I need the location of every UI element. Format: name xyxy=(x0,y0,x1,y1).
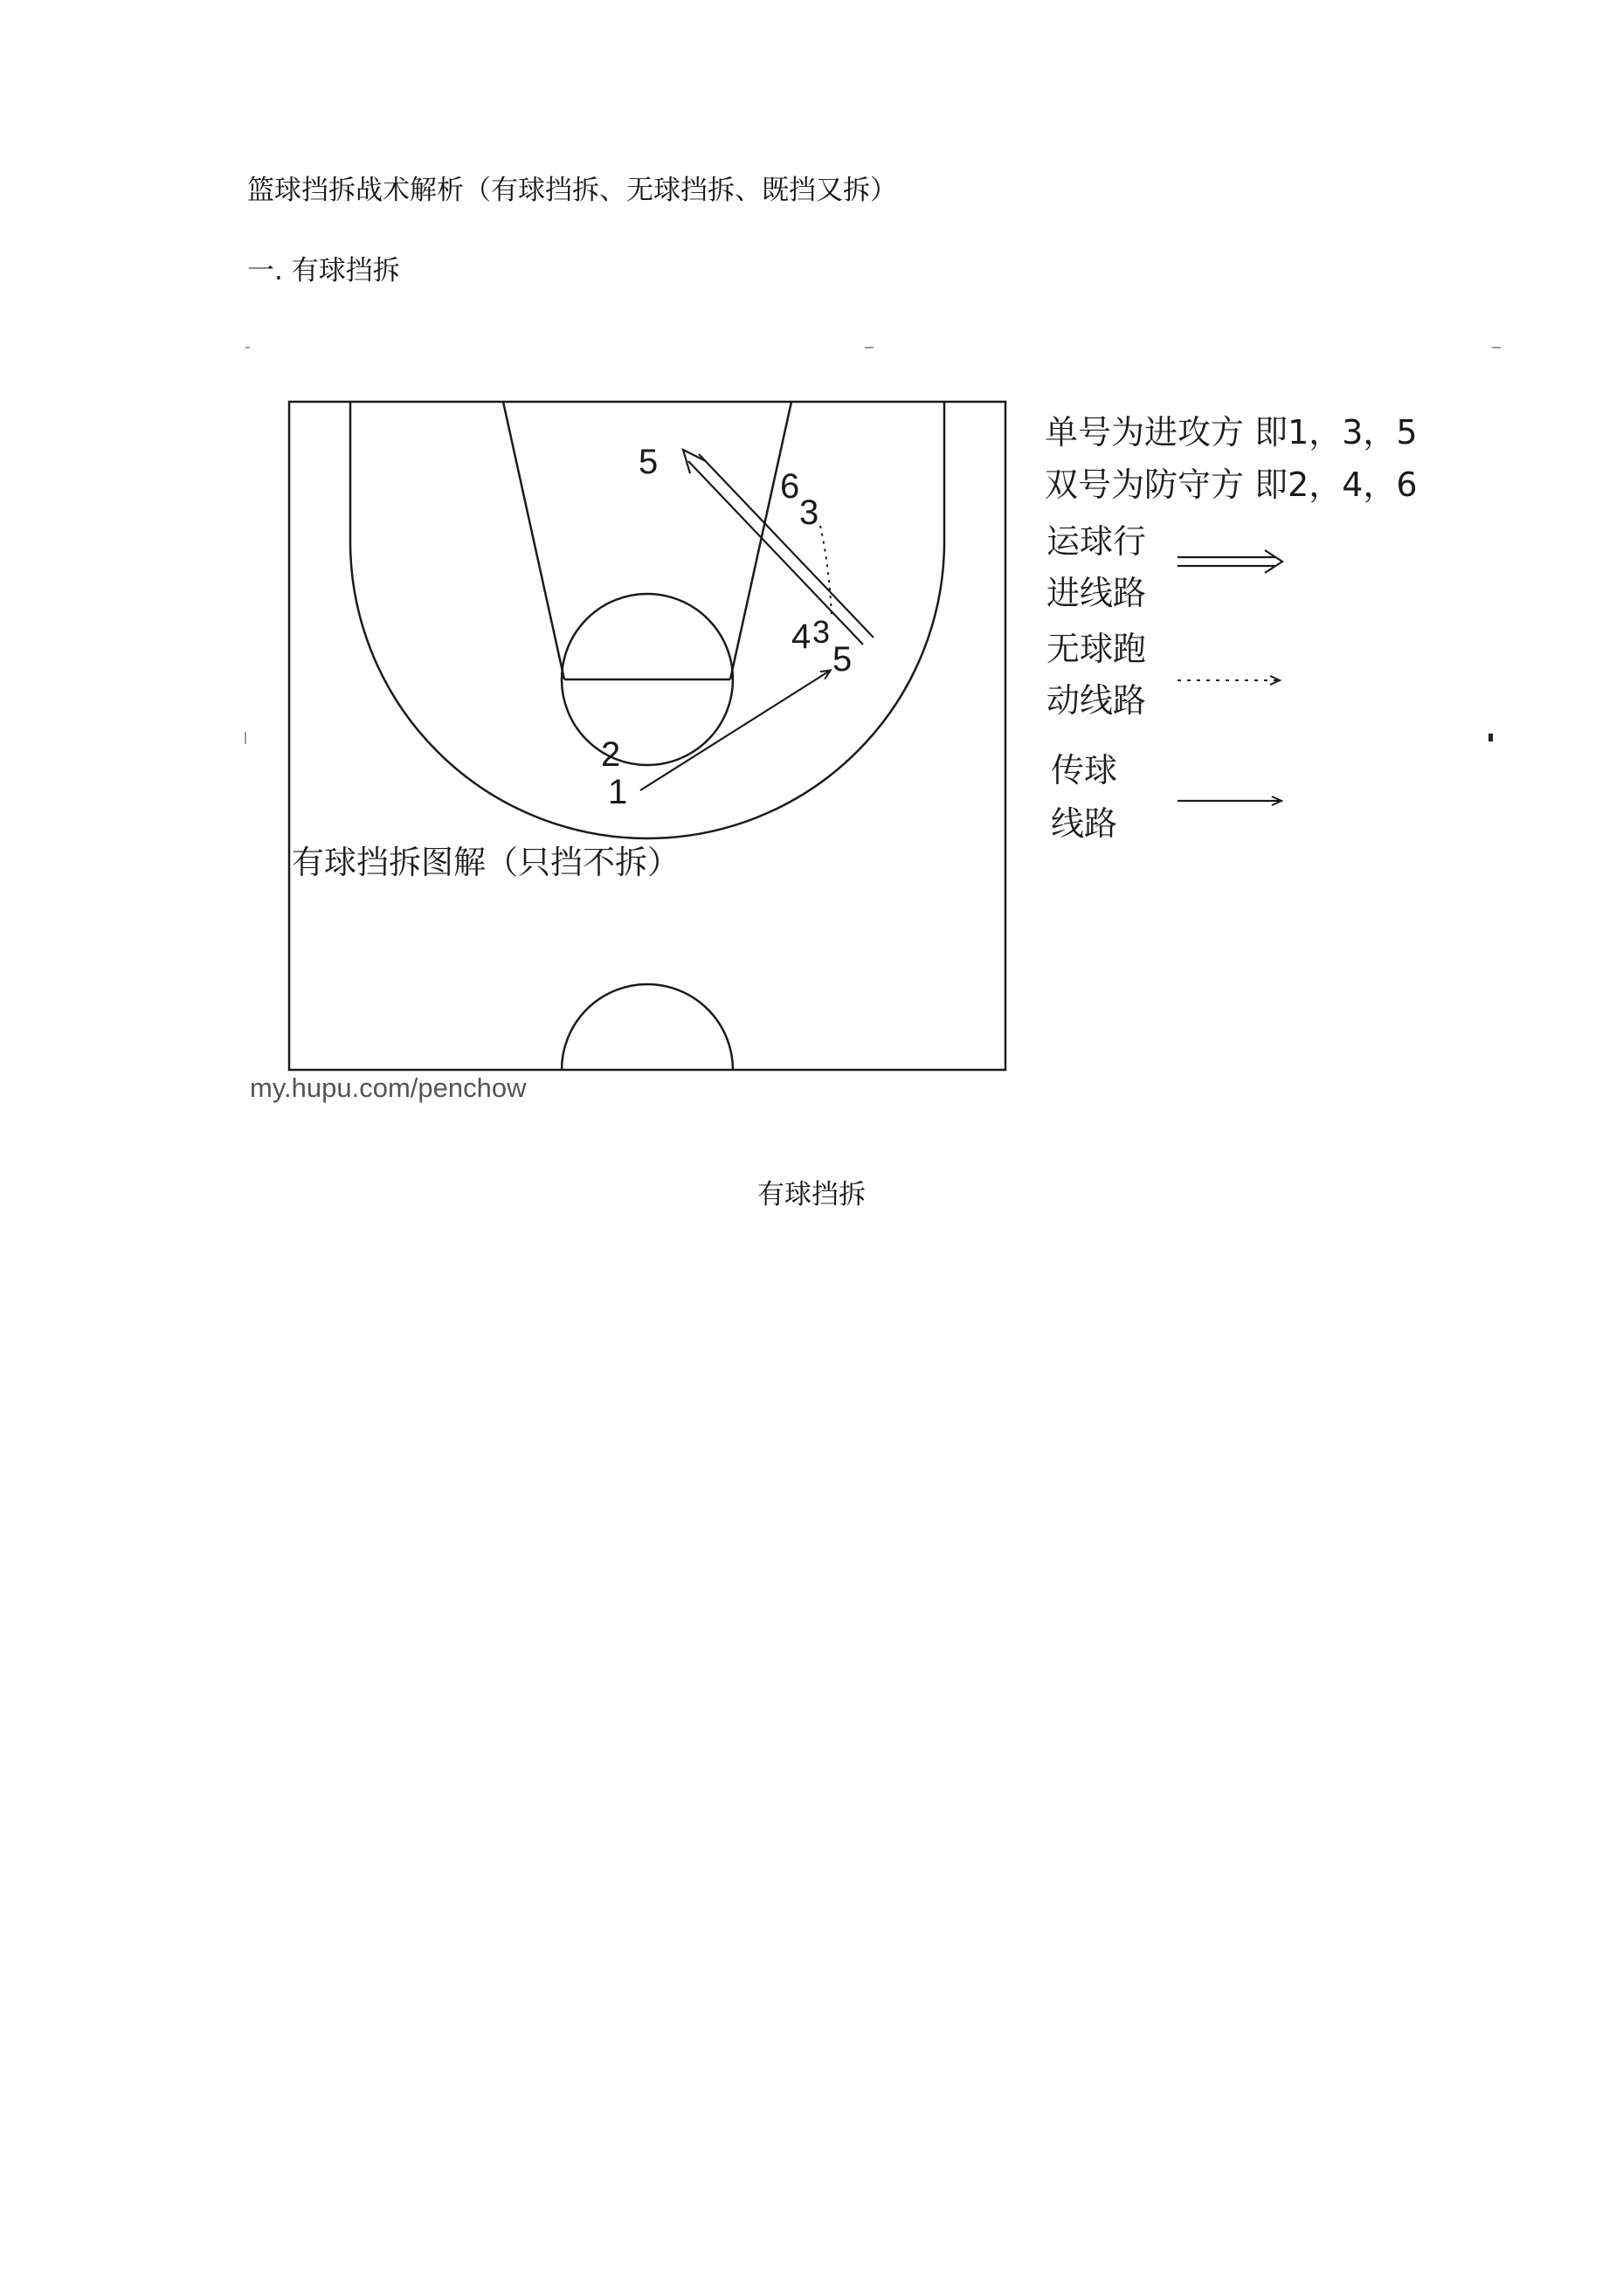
legend-dribble-line2: 进线路 xyxy=(1046,574,1147,612)
court-caption: 有球挡拆图解（只挡不拆） xyxy=(292,844,680,881)
court-lines xyxy=(289,402,1005,1070)
dribble-route xyxy=(683,450,874,645)
center-circle xyxy=(562,984,733,1070)
legend-pass-line1: 传球 xyxy=(1051,751,1118,789)
section-heading: 一. 有球挡拆 xyxy=(247,255,400,286)
legend-dribble-line1: 运球行 xyxy=(1046,522,1147,561)
player-5-low-label: 5 xyxy=(832,640,853,679)
legend-pass-line2: 线路 xyxy=(1051,804,1118,843)
player-1-label: 1 xyxy=(608,773,628,811)
court-boundary xyxy=(289,402,1005,1070)
player-6-label: 6 xyxy=(780,467,800,506)
document-title: 篮球挡拆战术解析（有球挡拆、无球挡拆、既挡又拆） xyxy=(247,175,897,206)
figure-caption: 有球挡拆 xyxy=(757,1179,866,1210)
court-diagram-svg xyxy=(243,341,1527,1127)
watermark: my.hupu.com/penchow xyxy=(250,1072,527,1103)
legend-dribble-symbol xyxy=(1178,550,1282,573)
player-5-label: 5 xyxy=(639,443,659,481)
player-3-label: 3 xyxy=(799,493,819,532)
legend-offball-line2: 动线路 xyxy=(1046,681,1147,720)
legend-offball-line1: 无球跑 xyxy=(1046,630,1147,668)
player-2-label: 2 xyxy=(601,735,621,774)
lane-line-left xyxy=(503,402,564,679)
pass-route xyxy=(640,671,830,790)
legend-defense: 双号为防守方 即2，4，6 xyxy=(1045,465,1418,504)
legend-offense: 单号为进攻方 即1，3，5 xyxy=(1045,413,1418,452)
scan-mark xyxy=(1488,734,1493,741)
player-4-label: 4 xyxy=(791,617,812,656)
player-3-low-label: 3 xyxy=(812,614,831,650)
basketball-court-diagram xyxy=(243,341,1527,1127)
legend xyxy=(1045,413,1418,843)
